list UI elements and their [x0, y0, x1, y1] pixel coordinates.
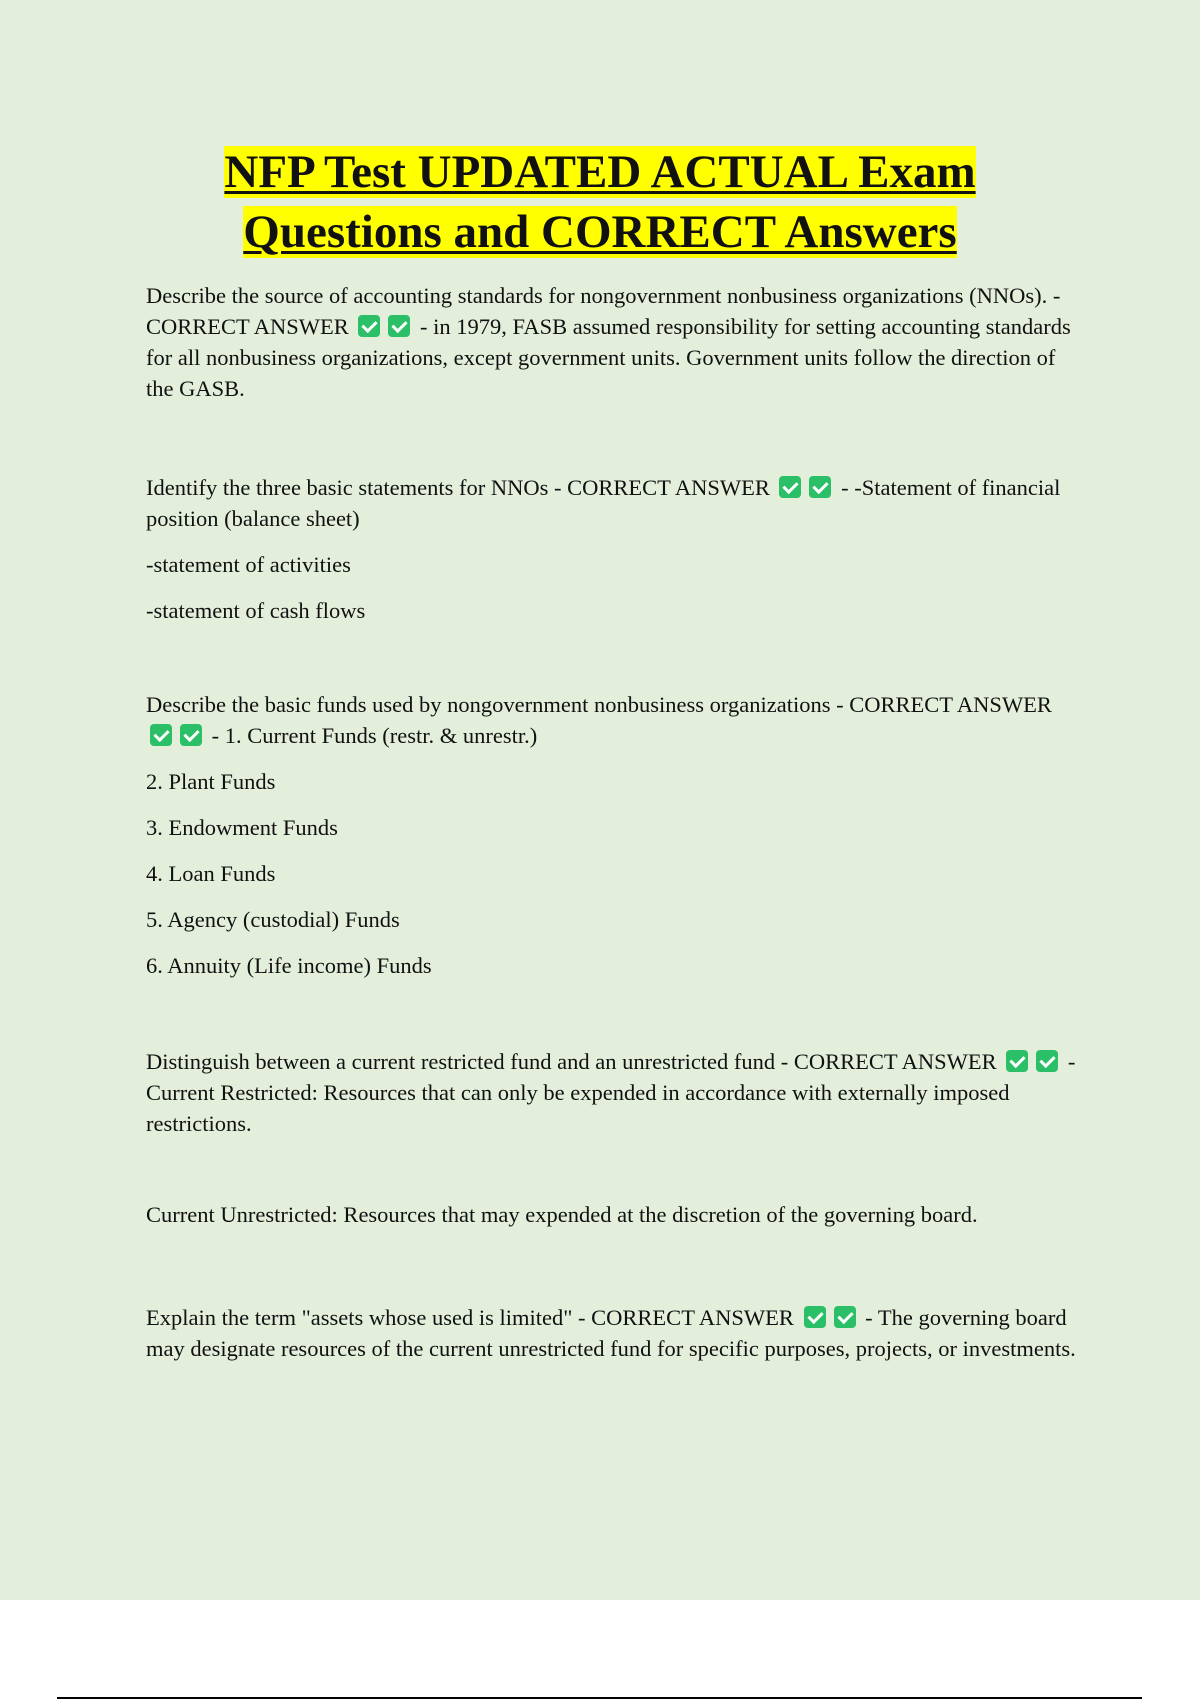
list-item: 4. Loan Funds [146, 861, 276, 886]
list-item: -statement of cash flows [146, 598, 366, 623]
question-text: Describe the source of accounting standards for nongovernment nonbusiness organizations (NNOs). - CORRECT ANSWER [146, 283, 1061, 339]
qa-item-5 [146, 1302, 1086, 1364]
list-item: 2. Plant Funds [146, 769, 276, 794]
qa-item-3 [146, 689, 1086, 981]
document-title [0, 142, 1200, 262]
check-box-icon [804, 1306, 826, 1328]
title-line-2: Questions and CORRECT Answers [243, 206, 957, 258]
check-box-icon [834, 1306, 856, 1328]
qa-item-2 [146, 472, 1086, 626]
title-line-1: NFP Test UPDATED ACTUAL Exam [224, 146, 976, 198]
footer-divider [57, 1697, 1142, 1699]
check-box-icon [779, 476, 801, 498]
answer-text: - -Statement of financial position (balance sheet) [146, 475, 1061, 531]
question-text: Identify the three basic statements for NNOs - CORRECT ANSWER [146, 475, 770, 500]
extra-paragraph: Current Unrestricted: Resources that may expended at the discretion of the governing board. [146, 1202, 978, 1227]
question-text: Describe the basic funds used by nongovernment nonbusiness organizations - CORRECT ANSWER [146, 692, 1052, 717]
qa-item-1 [146, 280, 1086, 404]
check-box-icon [180, 724, 202, 746]
check-box-icon [358, 315, 380, 337]
question-text: Distinguish between a current restricted fund and an unrestricted fund - CORRECT ANSWER [146, 1049, 997, 1074]
question-text: Explain the term "assets whose used is limited" - CORRECT ANSWER [146, 1305, 794, 1330]
list-item: -statement of activities [146, 552, 351, 577]
list-item: 3. Endowment Funds [146, 815, 338, 840]
check-box-icon [1036, 1050, 1058, 1072]
list-item: 5. Agency (custodial) Funds [146, 907, 400, 932]
check-box-icon [388, 315, 410, 337]
check-box-icon [150, 724, 172, 746]
answer-text: - in 1979, FASB assumed responsibility for setting accounting standards for all nonbusiness organizations, except government units. Government units follow the direction of the GASB. [146, 314, 1071, 401]
answer-text: - Current Restricted: Resources that can only be expended in accordance with externally imposed restrictions. [146, 1049, 1076, 1136]
answer-text: - 1. Current Funds (restr. & unrestr.) [211, 723, 538, 748]
answer-text: - The governing board may designate resources of the current unrestricted fund for specific purposes, projects, or investments. [146, 1305, 1076, 1361]
qa-item-4 [146, 1046, 1086, 1230]
check-box-icon [809, 476, 831, 498]
check-box-icon [1006, 1050, 1028, 1072]
list-item: 6. Annuity (Life income) Funds [146, 953, 432, 978]
